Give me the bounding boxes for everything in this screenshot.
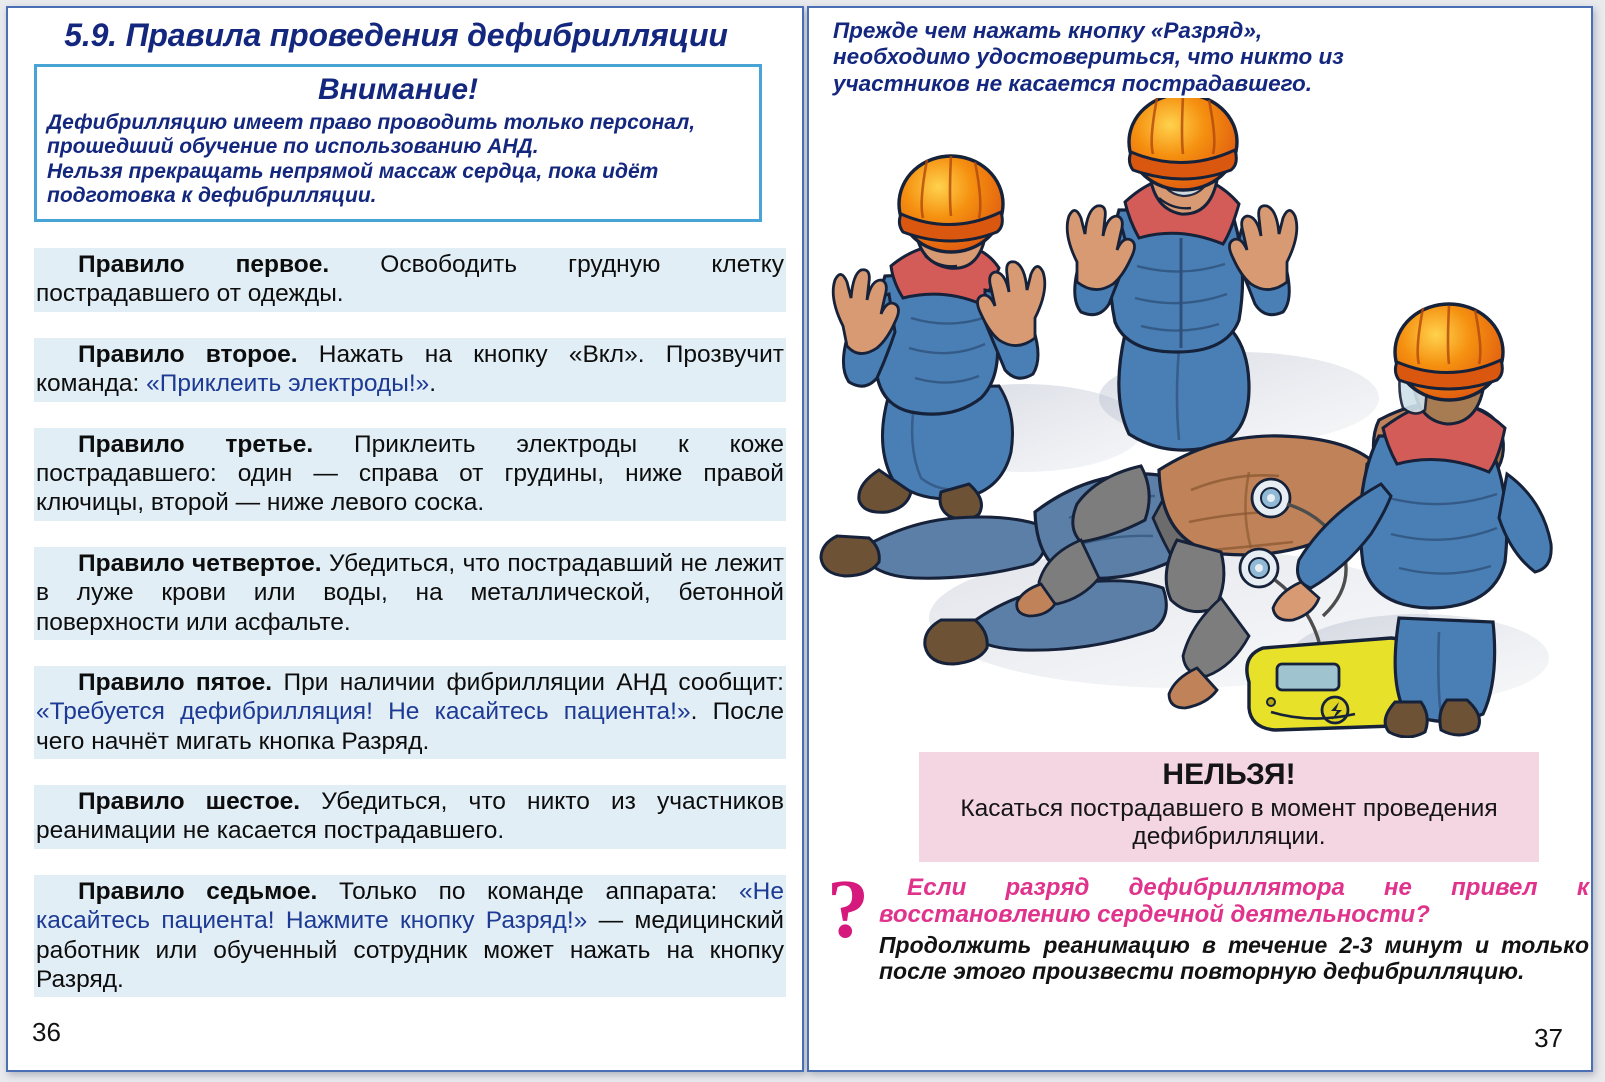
rule-label: Правило пятое. [78, 668, 273, 696]
intro-text: Прежде чем нажать кнопку «Разряд», необходимо удостовериться, что никто из участников не касается пострадавшего. [833, 18, 1344, 96]
forbidden-box [919, 752, 1539, 862]
rule-item [34, 875, 786, 998]
forbidden-text: Касаться пострадавшего в момент проведения дефибрилляции. [960, 794, 1498, 851]
page-title: 5.9. Правила проведения дефибрилляции [64, 17, 728, 53]
rule-label: Правило третье. [78, 430, 314, 458]
rule-body-text: Приклеить электроды к коже пострадавшего: один — справа от грудины, ниже правой ключицы, второй — ниже левого соска. [36, 430, 784, 517]
page-number-left: 36 [32, 1017, 61, 1047]
rule-quoted-command: «Приклеить электроды!» [146, 370, 430, 398]
defibrillation-scene-illustration [819, 98, 1587, 738]
attention-heading: Внимание! [317, 73, 479, 106]
attention-body [47, 111, 749, 209]
rules-list [34, 248, 786, 997]
rule-body-text: Убедиться, что никто из участников реанимации не касается пострадавшего. [36, 788, 784, 845]
question-answer-block [827, 863, 1589, 985]
left-page-sheet [12, 12, 798, 1066]
rule-label: Правило седьмое. [78, 877, 318, 905]
rule-body-text: При наличии фибрилляции АНД сообщит: [272, 668, 784, 696]
attention-box [34, 64, 762, 222]
question-line-1: Если разряд дефибриллятора не привел [907, 874, 1538, 901]
aed-electrode-pad [1240, 549, 1278, 587]
forbidden-title: НЕЛЬЗЯ! [1162, 758, 1296, 791]
rule-label: Правило первое. [78, 251, 330, 278]
rule-body-text: Нажать на кнопку «Вкл». Прозвучит команда: [36, 340, 784, 398]
rule-quoted-command: «Не касайтесь пациента! Нажмите кнопку Разряд!» [36, 877, 784, 935]
rule-body-text: Освободить грудную клетку пострадавшего от одежды. [36, 251, 784, 308]
attention-line: Дефибрилляцию имеет право проводить только персонал, прошедший обучение по использованию АНД. [47, 110, 696, 159]
right-page [807, 6, 1593, 1072]
rule-item [34, 248, 786, 312]
question-mark-icon: ? [827, 863, 869, 956]
question-text [879, 874, 1589, 929]
rule-body-text: . После чего начнёт мигать кнопка Разряд. [36, 698, 784, 755]
rule-item [34, 428, 786, 521]
rule-body-text: — медицинский работник или обученный сотрудник может нажать на кнопку Разряд. [36, 907, 784, 994]
rule-body-text: Только по команде аппарата: [317, 877, 740, 905]
page-number-right: 37 [1534, 1023, 1563, 1053]
attention-line: Нельзя прекращать непрямой массаж сердца, пока идёт подготовка к дефибрилляции. [47, 159, 659, 208]
rule-label: Правило шестое. [78, 788, 301, 816]
rule-item [34, 785, 786, 849]
rule-item [34, 547, 786, 640]
rule-item [34, 338, 786, 402]
aed-electrode-pad [1252, 479, 1290, 517]
rule-label: Правило четвертое. [78, 549, 322, 577]
rule-label: Правило второе. [78, 340, 298, 368]
rule-quoted-command: «Требуется дефибрилляция! Не касайтесь пациента!» [36, 698, 691, 726]
left-page [6, 6, 804, 1072]
right-page-sheet [813, 12, 1587, 1066]
question-line-2: к восстановлению сердечной деятельности? [879, 874, 1589, 929]
answer-text: Продолжить реанимацию в течение 2-3 минут и только после этого произвести повторную дефибрилляцию. [879, 931, 1589, 985]
rule-body-text: . [429, 370, 437, 398]
rule-item [34, 666, 786, 759]
rule-body-text: Убедиться, что пострадавший не лежит в луже крови или воды, на металлической, бетонной поверхности или асфальте. [36, 549, 784, 636]
